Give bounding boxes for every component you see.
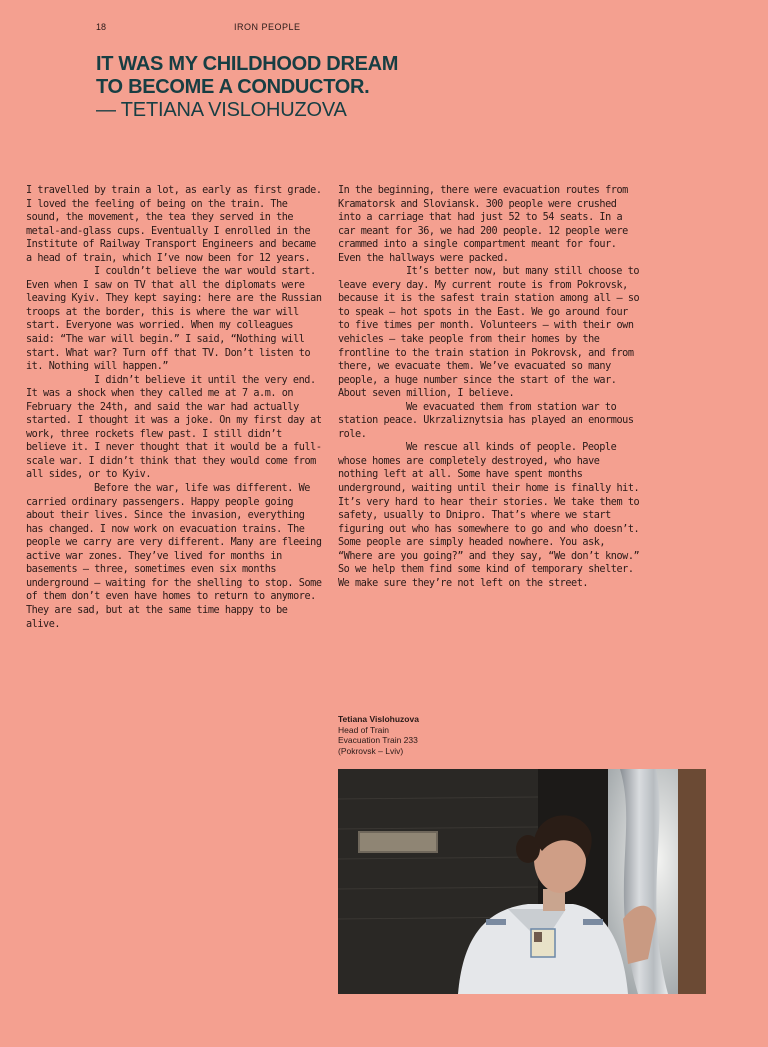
headline-line-1: IT WAS MY CHILDHOOD DREAM	[96, 53, 399, 75]
page-number: 18	[96, 22, 107, 32]
paragraph: I travelled by train a lot, as early as first grade. I loved the feeling of being on the train. The sound, the movement, the tea they served in the metal-and-glass cups. Eventually I enrolled in the Institute of Railway Transport Engineers and became a head of train, which I’ve now been for 12 years.	[26, 185, 322, 264]
headline-line-2: TO BECOME A CONDUCTOR.	[96, 76, 370, 98]
portrait-photo	[338, 769, 706, 994]
paragraph: Before the war, life was different. We carried ordinary passengers. Happy people going about their lives. Since the invasion, everything has changed. I now work on evacuation trains. The people we carry are very different. Many are fleeing active war zones. They’ve lived for months in basements – three, sometimes even six months underground – waiting for the shelling to stop. Some of them don’t even have homes to return to anymore. They are sad, but at the same time happy to be alive.	[26, 483, 322, 630]
photo-caption	[338, 714, 419, 756]
running-head: IRON PEOPLE	[234, 22, 301, 32]
right-text-column	[338, 184, 643, 590]
headline-attribution: — TETIANA VISLOHUZOVA	[96, 99, 347, 121]
paragraph: It’s better now, but many still choose to leave every day. My current route is from Pokrovsk, because it is the safest train station among all – so to speak – hot spots in the East. We go around four to five times per month. Volunteers – with their own vehicles – take people from their homes by the frontline to the train station in Pokrovsk, and from there, we evacuate them. We’ve evacuated so many people, a huge number since the start of the war. About seven million, I believe.	[338, 266, 640, 400]
left-text-column	[26, 184, 326, 631]
paragraph: I didn’t believe it until the very end. It was a shock when they called me at 7 a.m. on February the 24th, and said the war had actually started. I thought it was a joke. On my first day at work, three rockets flew past. I still didn’t believe it. I never thought that it would be a full-scale war. I didn’t think that they would come from all sides, or to Kyiv.	[26, 374, 322, 481]
paragraph: We evacuated them from station war to station peace. Ukrzaliznytsia has played an enormous role.	[338, 401, 634, 440]
paragraph: In the beginning, there were evacuation routes from Kramatorsk and Sloviansk. 300 people were crushed into a carriage that had just 52 to 54 seats. In a car meant for 36, we had 200 people. 12 people were crammed into a single compartment meant for four. Even the hallways were packed.	[338, 185, 628, 264]
portrait-photo-illustration	[338, 769, 706, 994]
caption-route: (Pokrovsk – Lviv)	[338, 745, 404, 756]
caption-name: Tetiana Vislohuzova	[338, 714, 419, 724]
caption-train: Evacuation Train 233	[338, 735, 418, 745]
paragraph: I couldn’t believe the war would start. Even when I saw on TV that all the diplomats were leaving Kyiv. They kept saying: here are the Russian troops at the border, this is where the war will start. Everyone was worried. When my colleagues said: “The war will begin.” I said, “Nothing will start. What war? Turn off that TV. Don’t listen to it. Nothing will happen.”	[26, 266, 322, 373]
caption-role: Head of Train	[338, 724, 390, 735]
headline	[96, 53, 496, 122]
paragraph: We rescue all kinds of people. People whose homes are completely destroyed, who have nothing left at all. Some have spent months underground, waiting until their home is finally hit. It’s very hard to hear their stories. We take them to safety, usually to Dnipro. That’s where we start figuring out who has somewhere to go and who doesn’t. Some people are simply headed nowhere. You ask, “Where are you going?” and they say, “We don’t know.” So we help them find some kind of temporary shelter. We make sure they’re not left on the street.	[338, 442, 640, 589]
